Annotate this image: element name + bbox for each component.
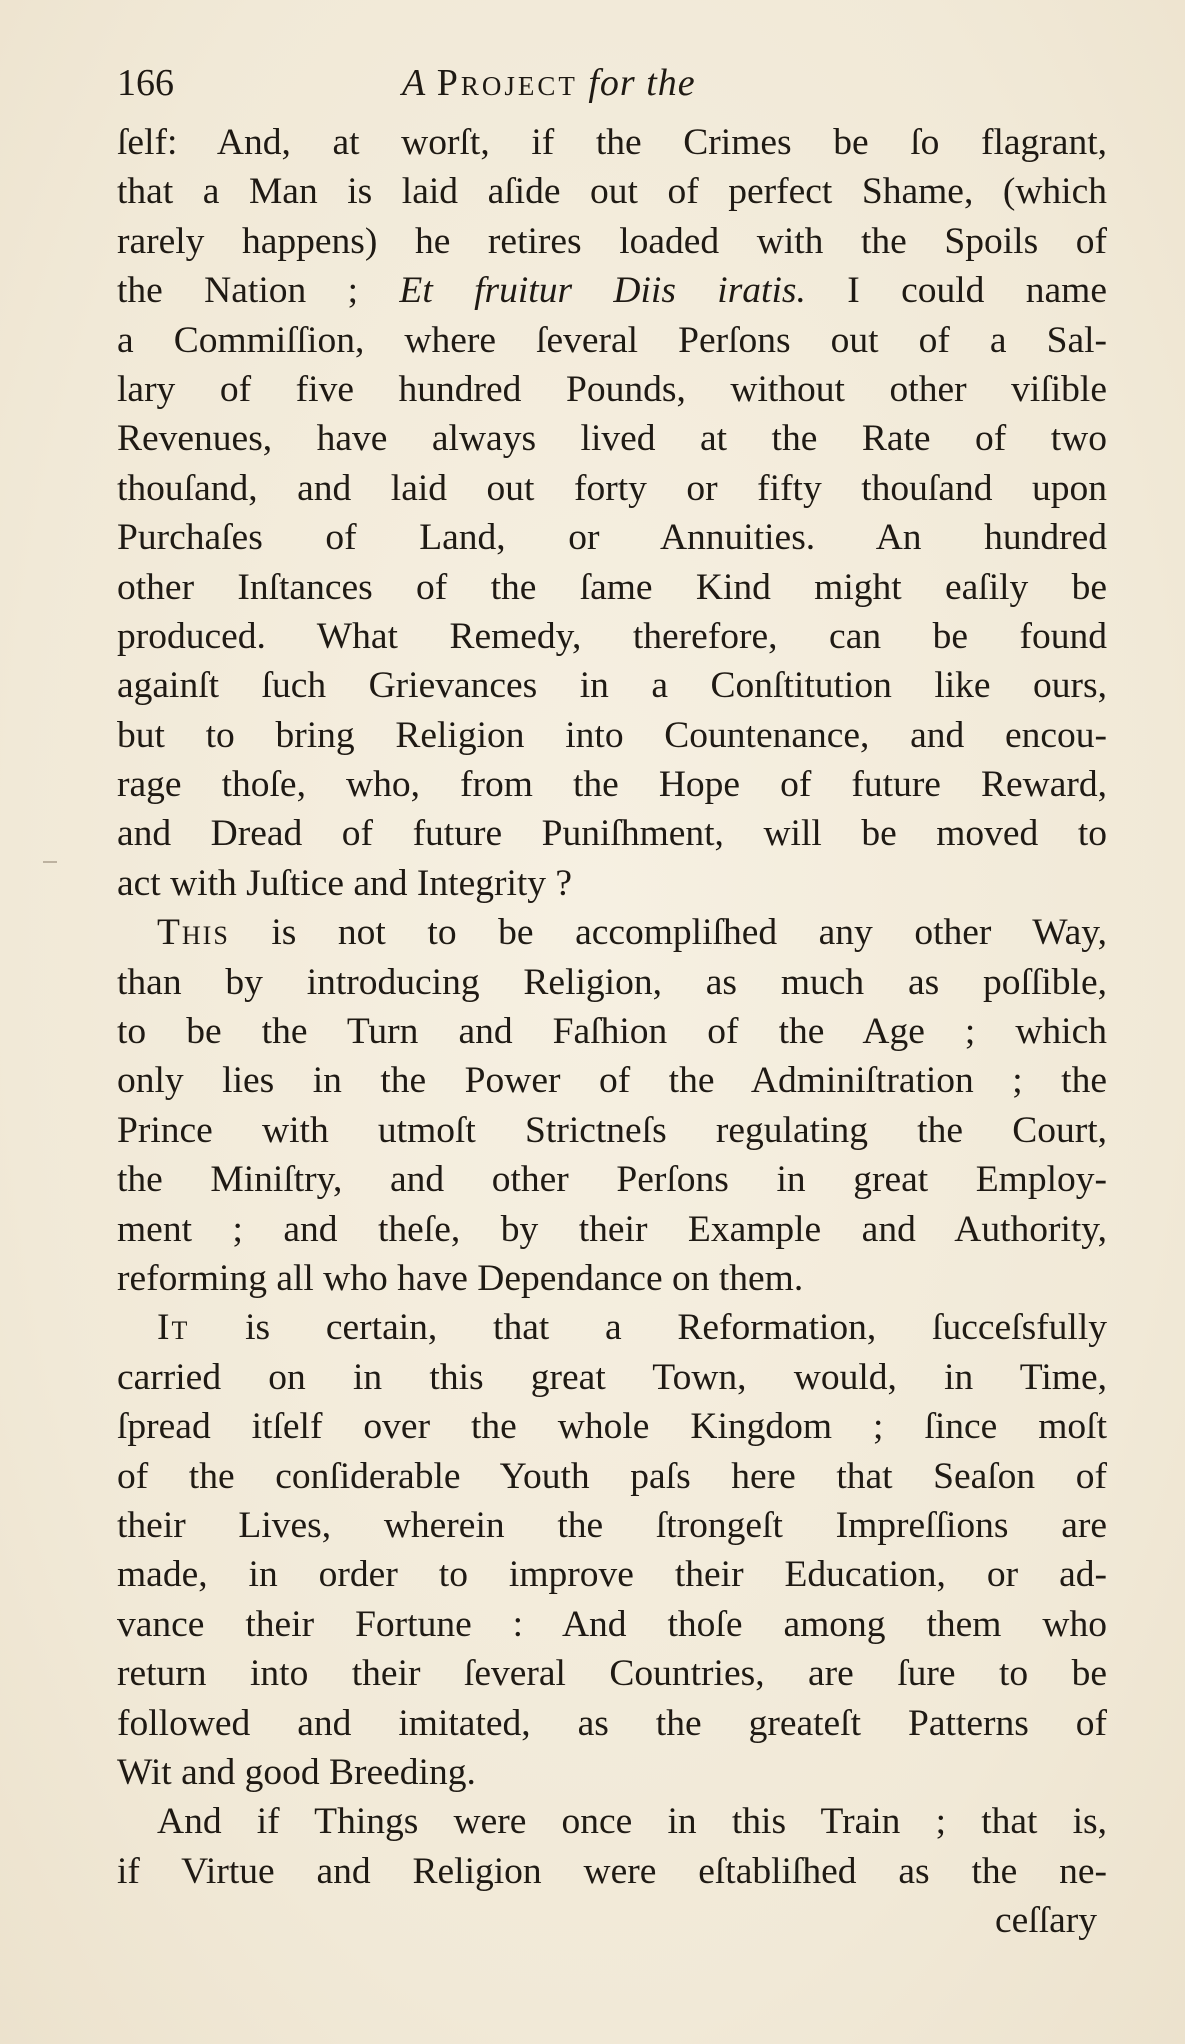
- text-line: that a Man is laid aſide out of perfect Shame, (which: [117, 171, 1107, 213]
- text-line: againſt ſuch Grievances in a Conſtitution like ours,: [117, 665, 1107, 707]
- text-line: return into their ſeveral Countries, are ſure to be: [117, 1653, 1107, 1695]
- text-line: only lies in the Power of the Adminiſtration ; the: [117, 1060, 1107, 1102]
- latin-quotation: Et fruitur Diis iratis.: [399, 270, 806, 312]
- text-line: act with Juſtice and Integrity ?: [117, 862, 573, 904]
- text-block: [117, 48, 1107, 1945]
- running-title: [402, 48, 696, 118]
- running-title-word: Project: [436, 62, 578, 104]
- page-number: 166: [117, 62, 174, 104]
- text-line: thouſand, and laid out forty or fifty thouſand upon: [117, 467, 1107, 509]
- text-line: of the conſiderable Youth paſs here that Seaſon of: [117, 1455, 1107, 1497]
- text-line: carried on in this great Town, would, in Time,: [117, 1356, 1107, 1398]
- text-line: than by introducing Religion, as much as poſſible,: [117, 961, 1107, 1003]
- margin-mark: [43, 861, 57, 863]
- running-title-article: A: [402, 62, 427, 104]
- text-segment: I could name: [805, 270, 1107, 312]
- text-line: if Virtue and Religion were eſtabliſhed as the ne-: [117, 1850, 1107, 1892]
- text-line: a Commiſſion, where ſeveral Perſons out of a Sal-: [117, 319, 1107, 361]
- text-line: their Lives, wherein the ſtrongeſt Impreſſions are: [117, 1504, 1107, 1546]
- text-line: Prince with utmoſt Strictneſs regulating the Court,: [117, 1109, 1107, 1151]
- text-line: rarely happens) he retires loaded with the Spoils of: [117, 220, 1107, 262]
- text-line: [117, 266, 1107, 315]
- text-line: Revenues, have always lived at the Rate of two: [117, 418, 1107, 460]
- text-line: ſpread itſelf over the whole Kingdom ; ſince moſt: [117, 1406, 1107, 1448]
- paragraph-opening-word: It: [157, 1307, 190, 1349]
- text-line: [117, 1303, 1107, 1352]
- text-line: rage thoſe, who, from the Hope of future Reward,: [117, 764, 1107, 806]
- text-line: lary of five hundred Pounds, without other viſible: [117, 368, 1107, 410]
- text-line: ſelf: And, at worſt, if the Crimes be ſo flagrant,: [117, 122, 1107, 163]
- text-line: the Miniſtry, and other Perſons in great Employ-: [117, 1159, 1107, 1201]
- body-text: [117, 118, 1107, 1945]
- text-segment: the Nation ;: [117, 270, 400, 312]
- text-line: Purchaſes of Land, or Annuities. An hundred: [117, 517, 1107, 559]
- text-line: ment ; and theſe, by their Example and Authority,: [117, 1208, 1107, 1250]
- text-segment: is certain, that a Reformation, ſucceſsfully: [189, 1307, 1107, 1349]
- text-line: [117, 908, 1107, 957]
- catchword: ceſſary: [994, 1900, 1097, 1942]
- text-line: but to bring Religion into Countenance, and encou-: [117, 714, 1107, 756]
- text-line: reforming all who have Dependance on them.: [117, 1257, 804, 1299]
- text-line: to be the Turn and Faſhion of the Age ; which: [117, 1011, 1107, 1053]
- text-line: other Inſtances of the ſame Kind might eaſily be: [117, 566, 1107, 608]
- text-line: and Dread of future Puniſhment, will be moved to: [117, 813, 1107, 855]
- text-line: And if Things were once in this Train ; that is,: [157, 1801, 1107, 1843]
- running-title-tail: for the: [588, 62, 696, 104]
- text-line: Wit and good Breeding.: [117, 1751, 476, 1793]
- text-line: produced. What Remedy, therefore, can be found: [117, 615, 1107, 657]
- running-head: [117, 48, 1107, 118]
- text-segment: is not to be accompliſhed any other Way,: [229, 912, 1107, 954]
- text-line: followed and imitated, as the greateſt Patterns of: [117, 1702, 1107, 1744]
- text-line: made, in order to improve their Education, or ad-: [117, 1554, 1107, 1596]
- text-line: vance their Fortune : And thoſe among them who: [117, 1603, 1107, 1645]
- paragraph-opening-word: This: [157, 912, 230, 954]
